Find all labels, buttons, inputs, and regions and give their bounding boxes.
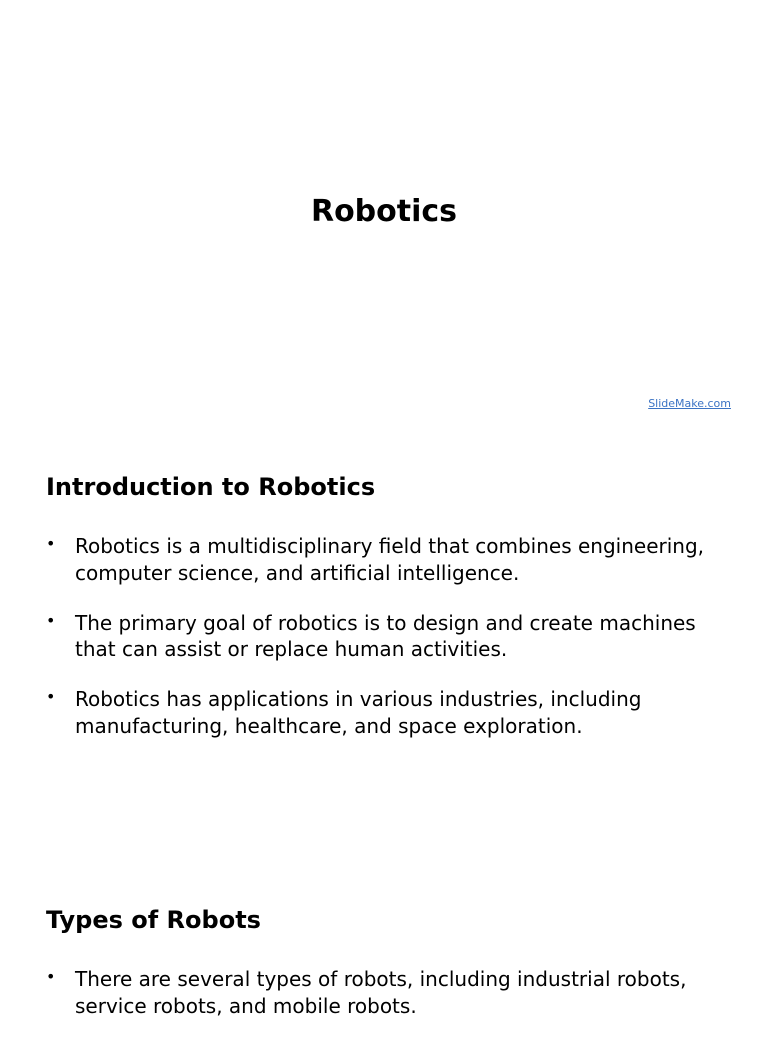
bullet-text: Robotics is a multidisciplinary field that combines engineering, computer science, and artificial intelligence. (75, 534, 705, 585)
bullet-item (46, 610, 726, 663)
bullet-icon: • (46, 967, 56, 986)
bullet-icon: • (46, 534, 56, 553)
introduction-bullet-list (46, 533, 726, 763)
bullet-text: Robotics has applications in various industries, including manufacturing, healthcare, and space exploration. (75, 687, 642, 738)
bullet-text: There are several types of robots, including industrial robots, service robots, and mobile robots. (75, 967, 687, 1018)
slidemake-link[interactable]: SlideMake.com (648, 397, 731, 410)
section-heading-introduction: Introduction to Robotics (46, 473, 376, 501)
bullet-item (46, 966, 726, 1019)
bullet-text: The primary goal of robotics is to design and create machines that can assist or replace human activities. (75, 610, 696, 661)
slide-title: Robotics (310, 194, 458, 229)
section-heading-types-of-robots: Types of Robots (46, 906, 261, 934)
types-bullet-list (46, 966, 726, 1043)
bullet-icon: • (46, 610, 56, 630)
bullet-item (46, 686, 726, 739)
bullet-icon: • (46, 687, 56, 706)
bullet-item (46, 533, 726, 586)
